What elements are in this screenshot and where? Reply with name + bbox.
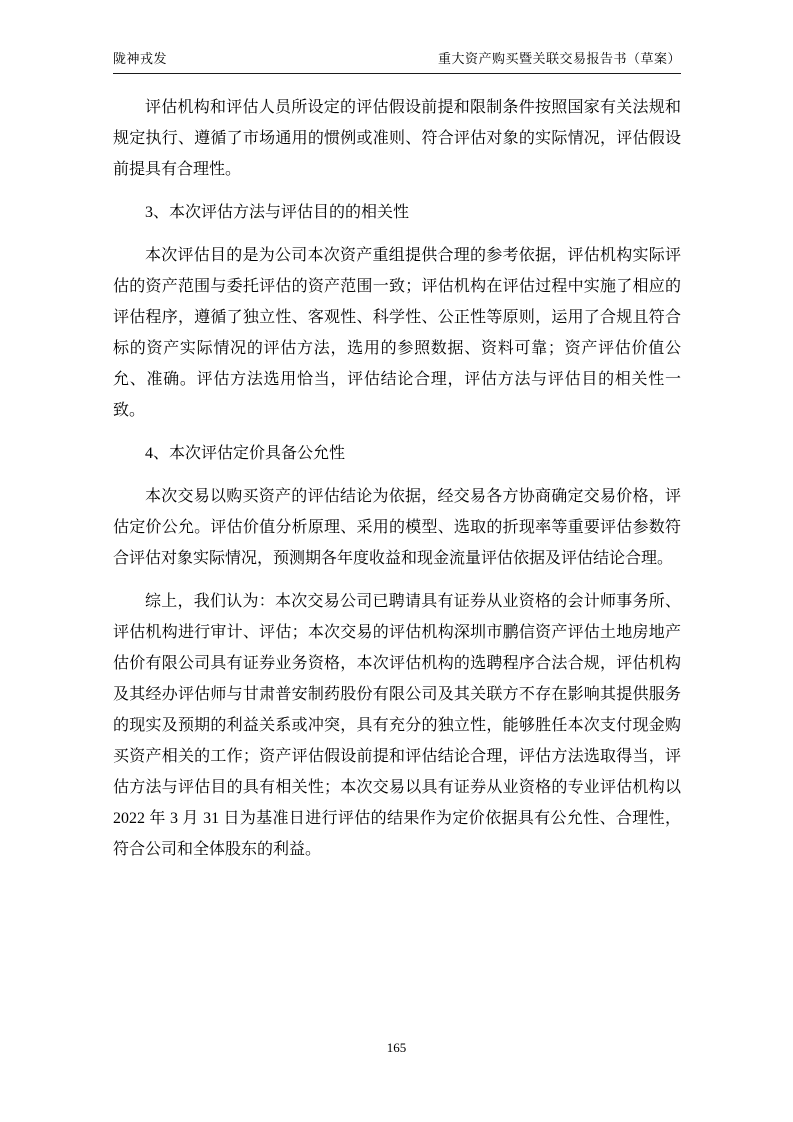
page-number: 165 <box>386 1040 407 1055</box>
heading-4-pricing-fairness: 4、本次评估定价具备公允性 <box>145 445 346 462</box>
document-body <box>113 92 681 877</box>
page-footer <box>0 1040 793 1056</box>
header-document-title: 重大资产购买暨关联交易报告书（草案） <box>437 51 681 66</box>
header-company-name: 陇神戎发 <box>113 51 168 66</box>
page-header <box>113 50 681 74</box>
heading-3-method-purpose-relevance: 3、本次评估方法与评估目的的相关性 <box>145 204 410 221</box>
paragraph-pricing-fairness: 本次交易以购买资产的评估结论为依据，经交易各方协商确定交易价格，评估定价公允。评估价值分析原理、采用的模型、选取的折现率等重要评估参数符合评估对象实际情况，预测期各年度收益和现金流量评估依据及评估结论合理。 <box>113 488 681 567</box>
paragraph-method-purpose-relevance: 本次评估目的是为公司本次资产重组提供合理的参考依据，评估机构实际评估的资产范围与委托评估的资产范围一致；评估机构在评估过程中实施了相应的评估程序，遵循了独立性、客观性、科学性、公正性等原则，运用了合规且符合标的资产实际情况的评估方法，选用的参照数据、资料可靠；资产评估价值公允、准确。评估方法选用恰当，评估结论合理，评估方法与评估目的相关性一致。 <box>113 247 681 419</box>
paragraph-overall-conclusion: 综上，我们认为：本次交易公司已聘请具有证券从业资格的会计师事务所、评估机构进行审计、评估；本次交易的评估机构深圳市鹏信资产评估土地房地产估价有限公司具有证券业务资格，本次评估机构的选聘程序合法合规，评估机构及其经办评估师与甘肃普安制药股份有限公司及其关联方不存在影响其提供服务的现实及预期的利益关系或冲突，具有充分的独立性，能够胜任本次支付现金购买资产相关的工作；资产评估假设前提和评估结论合理，评估方法选取得当，评估方法与评估目的具有相关性；本次交易以具有证券从业资格的专业评估机构以 2022 年 3 月 31 日为基准日进行评估的结果作为定价依据具有公允性、合理性，符合公司和全体股东的利益。 <box>113 593 681 858</box>
paragraph-assumptions-reasonableness: 评估机构和评估人员所设定的评估假设前提和限制条件按照国家有关法规和规定执行、遵循了市场通用的惯例或准则、符合评估对象的实际情况，评估假设前提具有合理性。 <box>113 99 681 178</box>
